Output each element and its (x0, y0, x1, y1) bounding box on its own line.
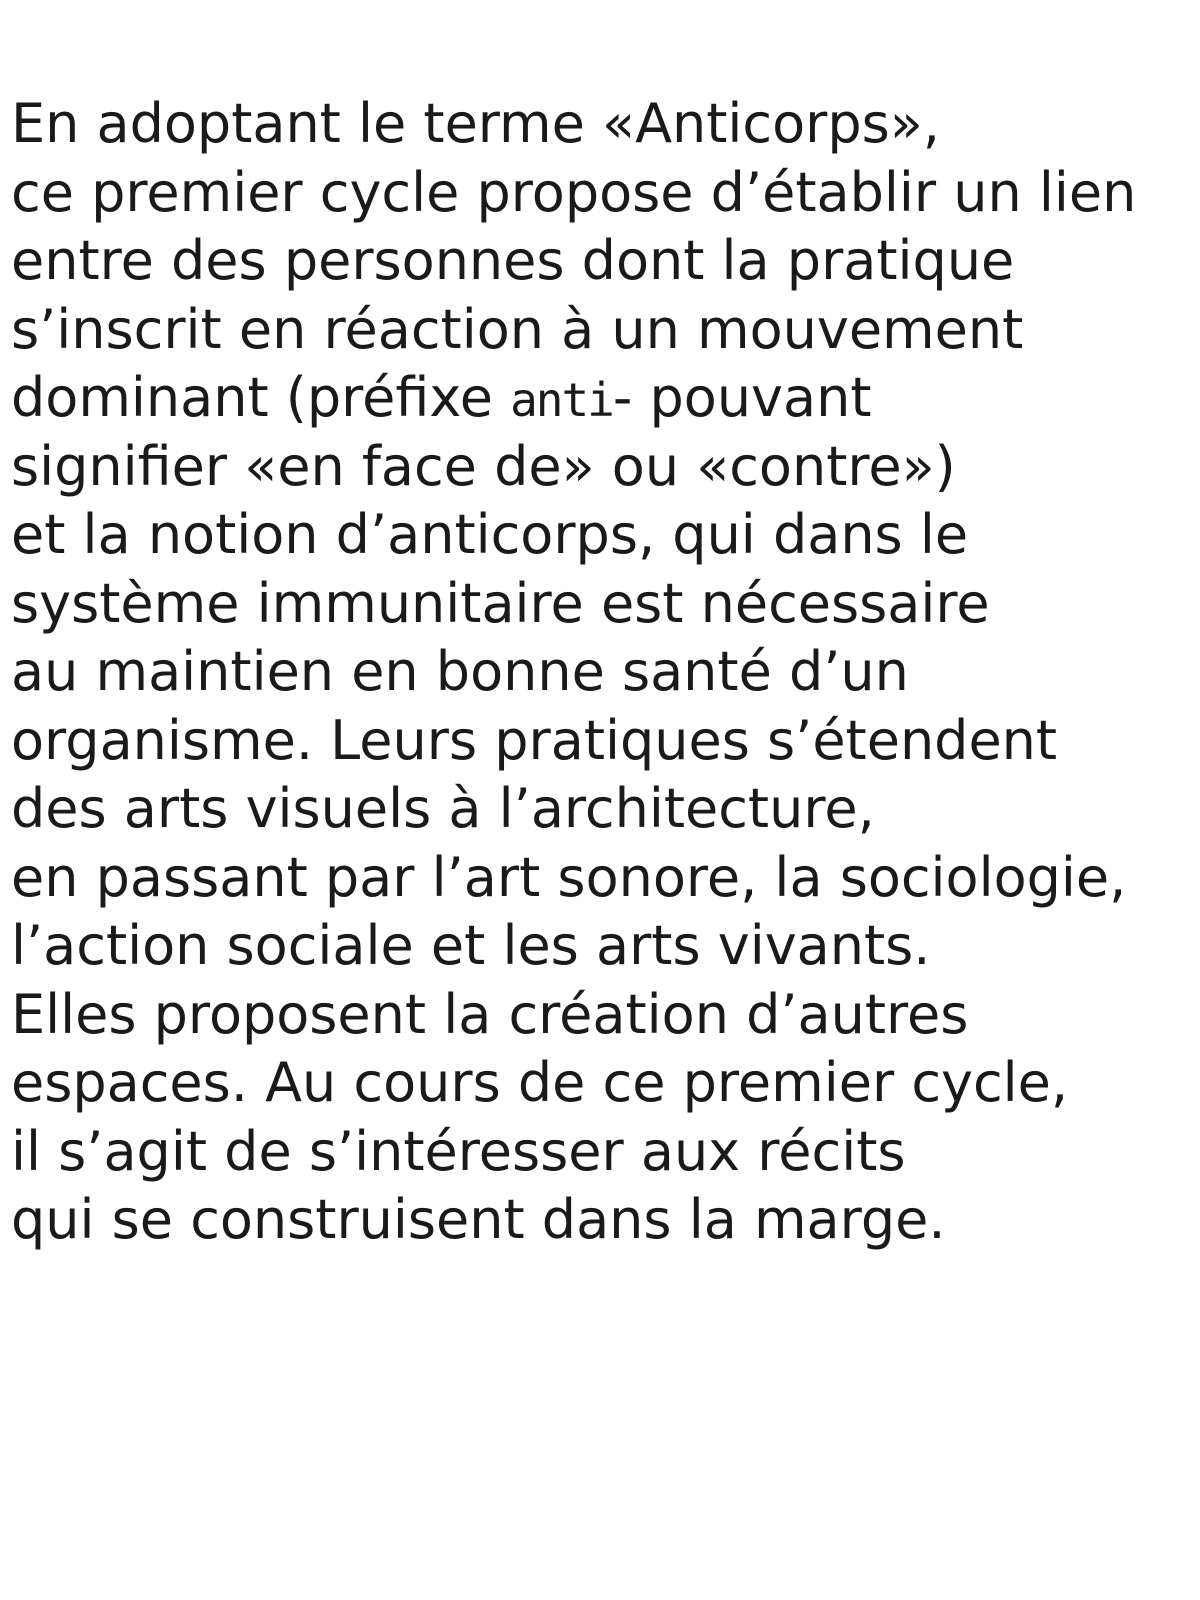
text-line: système immunitaire est nécessaire (11, 571, 990, 635)
text-line: ce premier cycle propose d’établir un lien (11, 160, 1137, 224)
prefix-anti: anti (510, 373, 613, 427)
text-segment: dominant (préfixe (11, 366, 511, 429)
text-line: et la notion d’anticorps, qui dans le (11, 503, 969, 566)
text-line: au maintien en bonne santé d’un (11, 640, 909, 703)
text-line: organisme. Leurs pratiques s’étendent (11, 708, 1058, 772)
text-line: entre des personnes dont la pratique (11, 229, 1015, 292)
text-line: espaces. Au cours de ce premier cycle, (11, 1051, 1069, 1114)
text-line: il s’agit de s’intéresser aux récits (11, 1119, 906, 1183)
text-line: des arts visuels à l’architecture, (11, 777, 875, 840)
text-line: signifier «en face de» ou «contre») (11, 434, 956, 498)
text-line (11, 364, 1191, 433)
text-line: s’inscrit en réaction à un mouvement (11, 297, 1024, 361)
text-line: l’action sociale et les arts vivants. (11, 914, 931, 977)
text-line: qui se construisent dans la marge. (11, 1188, 946, 1251)
text-line: En adoptant le terme «Anticorps», (11, 92, 940, 155)
text-line: Elles proposent la création d’autres (11, 982, 969, 1046)
text-line: en passant par l’art sonore, la sociologie, (11, 845, 1127, 909)
body-paragraph (11, 90, 1191, 1255)
text-segment: - pouvant (612, 366, 872, 429)
